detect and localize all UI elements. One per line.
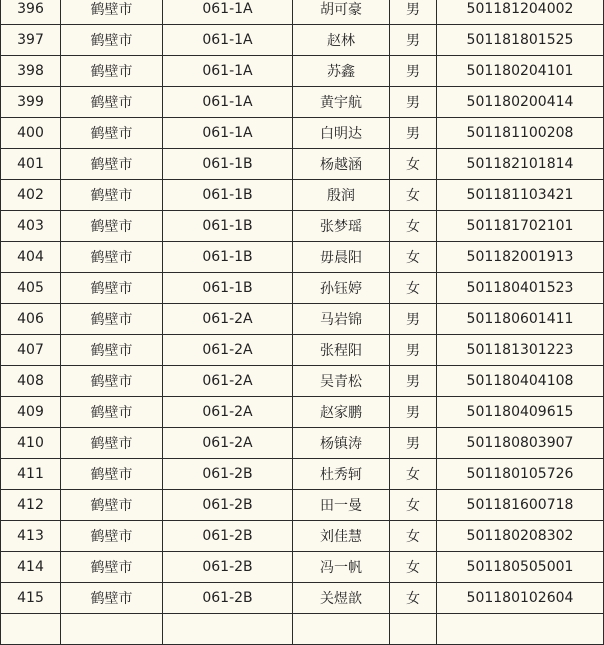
cell-number: 402 — [1, 180, 61, 211]
cell-name: 白明达 — [293, 118, 390, 149]
cell-city: 鹤壁市 — [61, 335, 163, 366]
cell-name: 张程阳 — [293, 335, 390, 366]
cell-city: 鹤壁市 — [61, 583, 163, 614]
cell-id: 501180505001 — [437, 552, 604, 583]
cell-number: 413 — [1, 521, 61, 552]
cell-id: 501180208302 — [437, 521, 604, 552]
cell-class — [163, 614, 293, 645]
cell-id: 501180204101 — [437, 56, 604, 87]
table-row — [1, 304, 604, 335]
cell-number: 397 — [1, 25, 61, 56]
cell-class: 061-2B — [163, 583, 293, 614]
cell-id: 501181103421 — [437, 180, 604, 211]
cell-name: 杜秀轲 — [293, 459, 390, 490]
cell-gender: 女 — [390, 521, 437, 552]
cell-city: 鹤壁市 — [61, 428, 163, 459]
cell-class: 061-2A — [163, 304, 293, 335]
cell-class: 061-1A — [163, 0, 293, 25]
cell-class: 061-2A — [163, 335, 293, 366]
cell-city: 鹤壁市 — [61, 490, 163, 521]
cell-gender: 女 — [390, 273, 437, 304]
cell-gender: 男 — [390, 25, 437, 56]
table-row — [1, 242, 604, 273]
table-row — [1, 149, 604, 180]
table-row — [1, 180, 604, 211]
cell-gender: 男 — [390, 0, 437, 25]
cell-city: 鹤壁市 — [61, 397, 163, 428]
cell-id: 501182001913 — [437, 242, 604, 273]
cell-id: 501180601411 — [437, 304, 604, 335]
cell-gender: 女 — [390, 180, 437, 211]
table-row — [1, 552, 604, 583]
cell-name: 胡可豪 — [293, 0, 390, 25]
cell-gender: 男 — [390, 304, 437, 335]
cell-name: 苏鑫 — [293, 56, 390, 87]
cell-id: 501182101814 — [437, 149, 604, 180]
cell-number: 403 — [1, 211, 61, 242]
table-row — [1, 87, 604, 118]
cell-number: 415 — [1, 583, 61, 614]
cell-class: 061-2B — [163, 521, 293, 552]
cell-name: 黄宇航 — [293, 87, 390, 118]
table-row — [1, 25, 604, 56]
cell-id — [437, 614, 604, 645]
cell-gender: 男 — [390, 428, 437, 459]
cell-gender — [390, 614, 437, 645]
table-row — [1, 428, 604, 459]
cell-gender: 男 — [390, 366, 437, 397]
cell-number: 401 — [1, 149, 61, 180]
cell-name: 赵家鹏 — [293, 397, 390, 428]
cell-class: 061-1A — [163, 25, 293, 56]
cell-name: 马岩锦 — [293, 304, 390, 335]
cell-id: 501181600718 — [437, 490, 604, 521]
cell-number: 396 — [1, 0, 61, 25]
cell-id: 501181801525 — [437, 25, 604, 56]
cell-id: 501181100208 — [437, 118, 604, 149]
cell-city: 鹤壁市 — [61, 56, 163, 87]
cell-id: 501181204002 — [437, 0, 604, 25]
cell-class: 061-1B — [163, 242, 293, 273]
cell-number: 405 — [1, 273, 61, 304]
cell-name: 孙钰婷 — [293, 273, 390, 304]
table-row-partial — [1, 614, 604, 645]
cell-number: 411 — [1, 459, 61, 490]
cell-city: 鹤壁市 — [61, 211, 163, 242]
cell-city: 鹤壁市 — [61, 118, 163, 149]
table-row — [1, 583, 604, 614]
cell-city: 鹤壁市 — [61, 149, 163, 180]
cell-name: 冯一帆 — [293, 552, 390, 583]
cell-class: 061-1B — [163, 149, 293, 180]
cell-name: 杨越涵 — [293, 149, 390, 180]
table-row — [1, 56, 604, 87]
cell-class: 061-2A — [163, 397, 293, 428]
cell-city — [61, 614, 163, 645]
cell-number: 404 — [1, 242, 61, 273]
cell-number: 414 — [1, 552, 61, 583]
cell-city: 鹤壁市 — [61, 180, 163, 211]
cell-class: 061-1B — [163, 211, 293, 242]
cell-number: 398 — [1, 56, 61, 87]
cell-id: 501180409615 — [437, 397, 604, 428]
cell-name: 张梦瑶 — [293, 211, 390, 242]
cell-number: 406 — [1, 304, 61, 335]
cell-gender: 女 — [390, 583, 437, 614]
cell-gender: 女 — [390, 459, 437, 490]
cell-gender: 女 — [390, 211, 437, 242]
cell-number: 407 — [1, 335, 61, 366]
cell-id: 501181702101 — [437, 211, 604, 242]
cell-class: 061-1A — [163, 118, 293, 149]
cell-class: 061-2A — [163, 428, 293, 459]
cell-id: 501180105726 — [437, 459, 604, 490]
cell-name: 田一曼 — [293, 490, 390, 521]
cell-city: 鹤壁市 — [61, 273, 163, 304]
cell-id: 501181301223 — [437, 335, 604, 366]
cell-city: 鹤壁市 — [61, 242, 163, 273]
cell-id: 501180102604 — [437, 583, 604, 614]
cell-name: 杨镇涛 — [293, 428, 390, 459]
cell-city: 鹤壁市 — [61, 366, 163, 397]
table-row — [1, 273, 604, 304]
cell-name: 毋晨阳 — [293, 242, 390, 273]
table-row — [1, 397, 604, 428]
cell-id: 501180803907 — [437, 428, 604, 459]
table-row — [1, 211, 604, 242]
cell-name: 殷润 — [293, 180, 390, 211]
cell-name: 吴青松 — [293, 366, 390, 397]
table-row — [1, 335, 604, 366]
cell-number: 408 — [1, 366, 61, 397]
cell-name: 赵林 — [293, 25, 390, 56]
cell-class: 061-2B — [163, 552, 293, 583]
cell-gender: 女 — [390, 552, 437, 583]
cell-number: 399 — [1, 87, 61, 118]
cell-city: 鹤壁市 — [61, 552, 163, 583]
cell-city: 鹤壁市 — [61, 521, 163, 552]
cell-gender: 女 — [390, 490, 437, 521]
cell-gender: 男 — [390, 118, 437, 149]
cell-number: 412 — [1, 490, 61, 521]
cell-city: 鹤壁市 — [61, 25, 163, 56]
table-row — [1, 490, 604, 521]
cell-gender: 女 — [390, 149, 437, 180]
cell-city: 鹤壁市 — [61, 0, 163, 25]
cell-class: 061-1A — [163, 56, 293, 87]
cell-number: 409 — [1, 397, 61, 428]
cell-number: 400 — [1, 118, 61, 149]
table-row — [1, 521, 604, 552]
cell-name — [293, 614, 390, 645]
cell-gender: 男 — [390, 335, 437, 366]
table-row — [1, 366, 604, 397]
cell-city: 鹤壁市 — [61, 459, 163, 490]
cell-id: 501180404108 — [437, 366, 604, 397]
table-body — [1, 0, 604, 645]
cell-number: 410 — [1, 428, 61, 459]
cell-gender: 女 — [390, 242, 437, 273]
table-row — [1, 459, 604, 490]
cell-class: 061-1B — [163, 180, 293, 211]
cell-class: 061-2B — [163, 490, 293, 521]
cell-city: 鹤壁市 — [61, 87, 163, 118]
cell-class: 061-2A — [163, 366, 293, 397]
cell-gender: 男 — [390, 87, 437, 118]
table-row — [1, 118, 604, 149]
cell-gender: 男 — [390, 56, 437, 87]
cell-id: 501180200414 — [437, 87, 604, 118]
cell-class: 061-2B — [163, 459, 293, 490]
cell-name: 关煜歆 — [293, 583, 390, 614]
cell-number — [1, 614, 61, 645]
cell-class: 061-1A — [163, 87, 293, 118]
cell-gender: 男 — [390, 397, 437, 428]
cell-id: 501180401523 — [437, 273, 604, 304]
cell-class: 061-1B — [163, 273, 293, 304]
table-row — [1, 0, 604, 25]
cell-name: 刘佳慧 — [293, 521, 390, 552]
cell-city: 鹤壁市 — [61, 304, 163, 335]
